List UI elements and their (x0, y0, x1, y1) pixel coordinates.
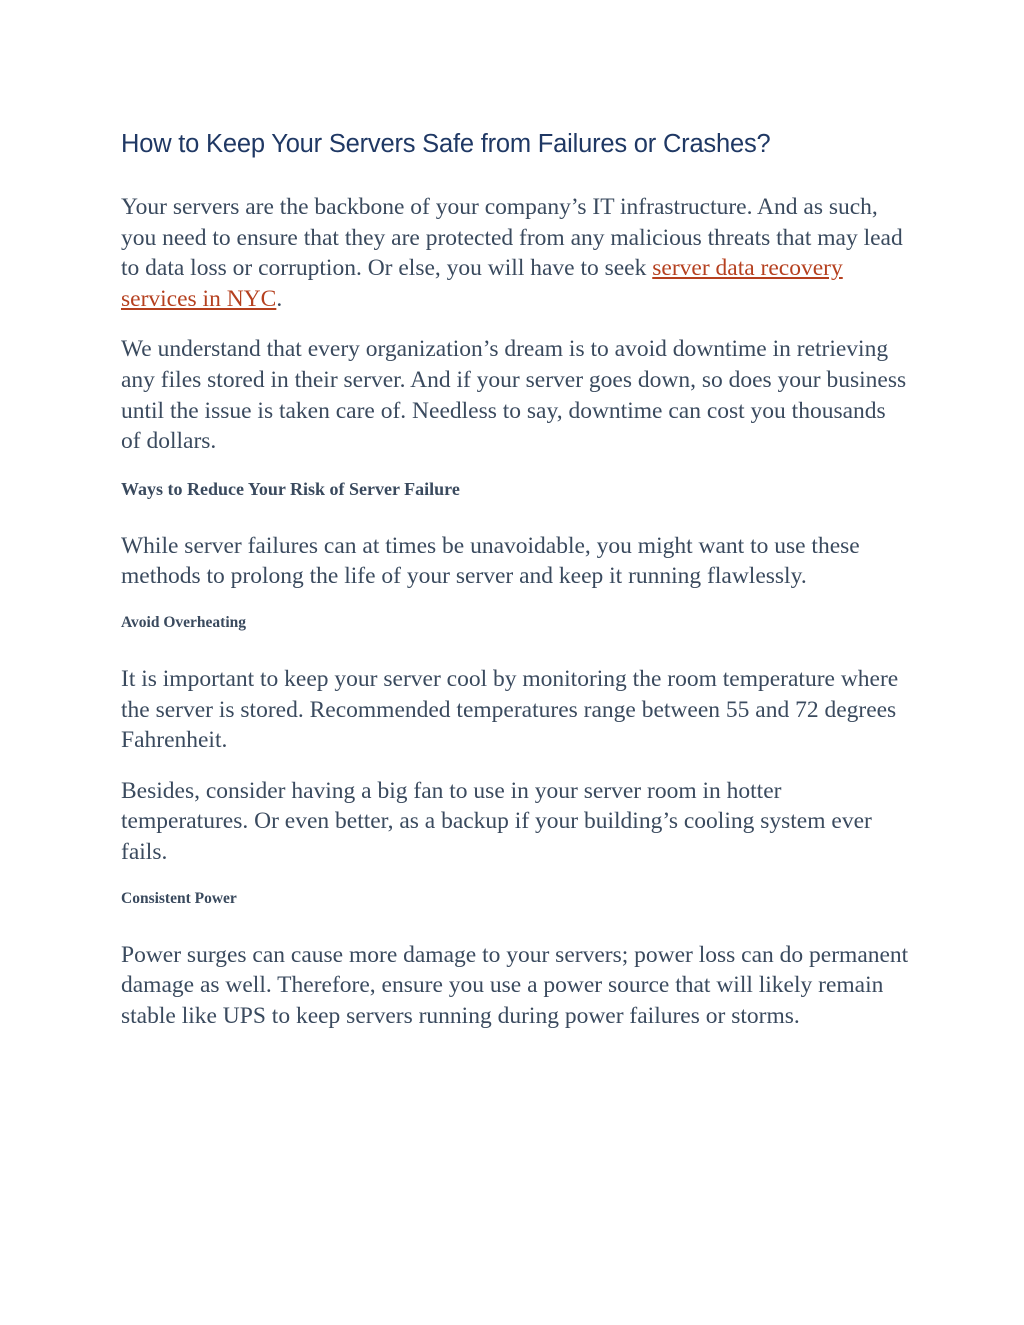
intro-text-end: . (276, 285, 283, 312)
methods-paragraph: While server failures can at times be unavoidable, you might want to use these methods to prolong the life of your server and keep it running flawlessly. (121, 532, 860, 590)
subheading-consistent-power: Consistent Power (121, 889, 237, 907)
document-page (121, 124, 911, 1051)
fan-paragraph: Besides, consider having a big fan to use in your server room in hotter temperatures. Or even better, as a backup if your building’s cooling system ever fails. (121, 777, 872, 865)
document-title: How to Keep Your Servers Safe from Failures or Crashes? (121, 130, 771, 158)
downtime-paragraph: We understand that every organization’s dream is to avoid downtime in retrieving any files stored in their server. And if your server goes down, so does your business until the issue is taken care of. Needless to say, downtime can cost you thousands of dollars. (121, 336, 907, 455)
intro-text: Your servers are the backbone of your company’s IT infrastructure. And as such, you need to ensure that they are protected from any malicious threats that may lead to data loss or corruption. Or else, you will have to seek (121, 194, 903, 282)
section-heading: Ways to Reduce Your Risk of Server Failure (121, 478, 460, 499)
temperature-paragraph: It is important to keep your server cool by monitoring the room temperature where the server is stored. Recommended temperatures range between 55 and 72 degrees Fahrenheit. (121, 665, 899, 754)
power-paragraph: Power surges can cause more damage to your servers; power loss can do permanent damage as well. Therefore, ensure you use a power source that will likely remain stable like UPS to keep servers running during power failures or storms. (121, 941, 909, 1029)
server-data-recovery-link[interactable]: server data recovery services in NYC (121, 255, 843, 312)
subheading-avoid-overheating: Avoid Overheating (121, 613, 246, 631)
intro-paragraph (121, 192, 911, 314)
